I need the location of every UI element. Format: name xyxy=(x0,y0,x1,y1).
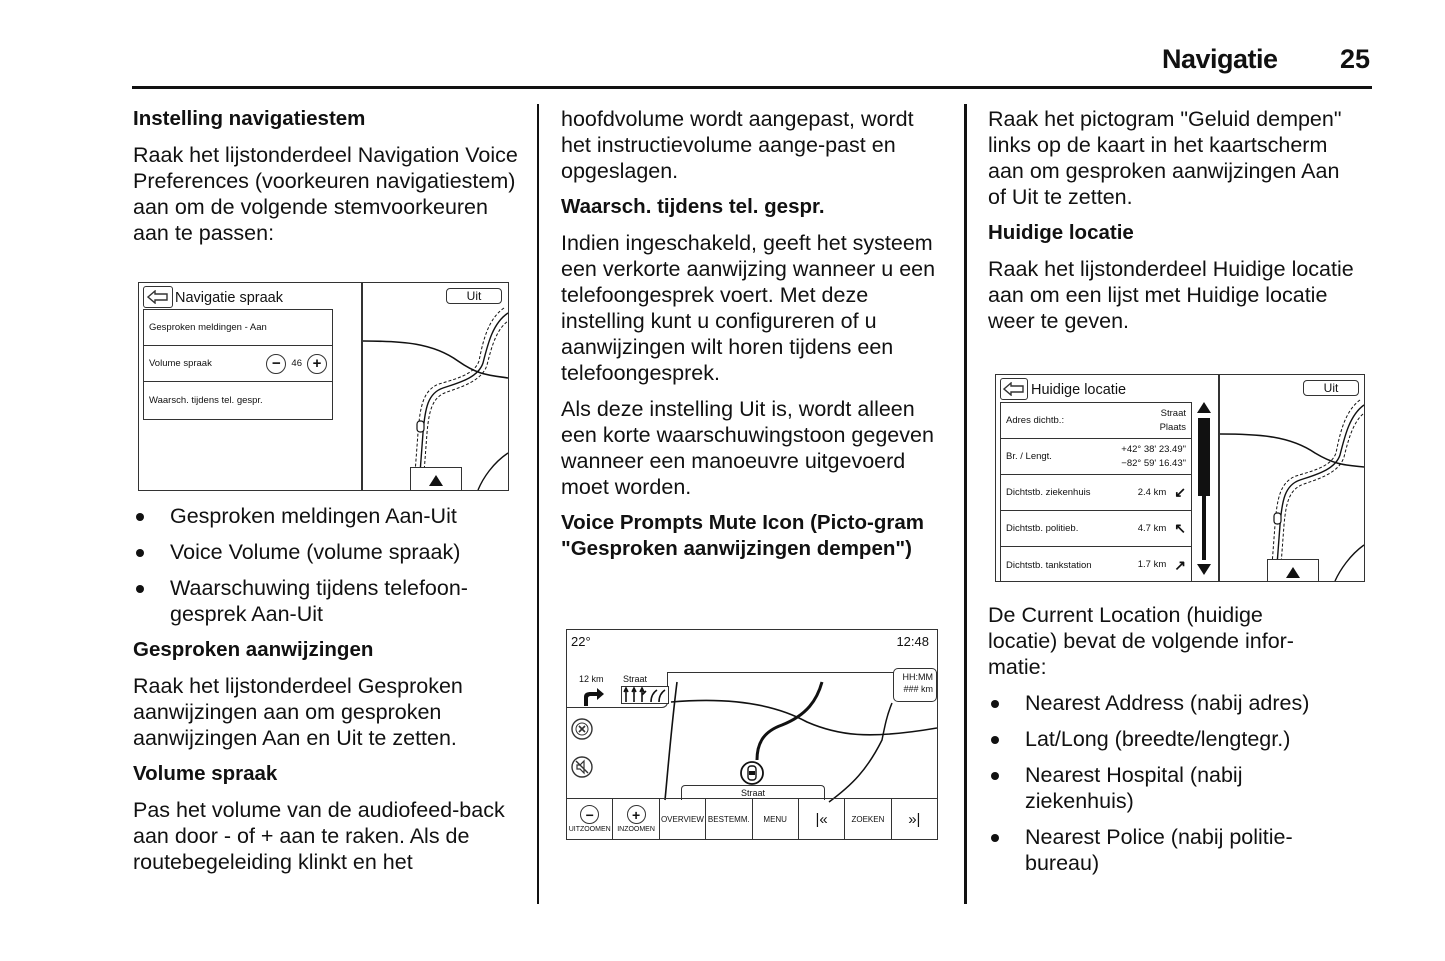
list-item-label: Dichtstb. ziekenhuis xyxy=(1006,487,1091,498)
back-button[interactable] xyxy=(143,286,173,308)
column-3 xyxy=(988,106,1378,344)
skip-forward-icon: »| xyxy=(908,810,921,828)
distance: 4.7 km xyxy=(1137,522,1167,534)
longitude: −82° 59' 16.43" xyxy=(1121,457,1186,469)
turn-street: Straat xyxy=(623,674,648,684)
figure-huidige-locatie xyxy=(995,374,1365,582)
heading-gesproken-aanwijzingen: Gesproken aanwijzingen xyxy=(133,638,374,661)
latitude: +42° 38' 23.49" xyxy=(1121,443,1186,455)
figure-navigatie-spraak xyxy=(138,282,509,491)
plus-icon: + xyxy=(627,805,646,824)
temperature: 22° xyxy=(571,634,591,649)
list-item-waarsch-tel[interactable] xyxy=(144,382,332,418)
column-2 xyxy=(561,106,951,572)
map-orientation-button[interactable] xyxy=(1267,559,1319,582)
next-button[interactable] xyxy=(892,799,937,839)
paragraph: Indien ingeschakeld, geeft het systeem een verkorte aanwijzing wanneer u een telefoongesprek voert. Met deze instelling kunt u configureren of u aanwijzingen wilt horen tijdens een telefoongesprek. xyxy=(561,231,936,385)
heading-volume-spraak: Volume spraak xyxy=(133,762,278,785)
north-up-icon xyxy=(429,475,443,486)
location-info-bullets xyxy=(988,690,1378,876)
address-street: Straat xyxy=(1160,407,1186,419)
list-item-nearest-gas-station[interactable] xyxy=(1001,547,1191,582)
turn-right-arrow-icon xyxy=(581,686,605,706)
menu-button[interactable]: MENU xyxy=(753,799,799,839)
list-item-nearest-hospital[interactable] xyxy=(1001,475,1191,511)
list-item-label: Gesproken meldingen - Aan xyxy=(149,322,267,333)
volume-value: 46 xyxy=(291,358,302,369)
direction-arrow-icon: ↙ xyxy=(1174,484,1186,500)
button-label: UITZOOMEN xyxy=(568,826,611,833)
column-3-lower xyxy=(988,602,1378,886)
screen-title: Navigatie spraak xyxy=(175,290,283,306)
bullet-item: Nearest Police (nabij politie-bureau) xyxy=(988,824,1325,876)
cancel-route-icon[interactable] xyxy=(571,718,593,740)
list-item-gesproken-meldingen[interactable] xyxy=(144,310,332,346)
uit-button[interactable]: Uit xyxy=(446,288,502,304)
scrollbar-track xyxy=(1202,496,1206,560)
direction-arrow-icon: ↗ xyxy=(1174,556,1186,573)
scrollbar[interactable] xyxy=(1195,402,1213,577)
uit-button[interactable]: Uit xyxy=(1303,380,1359,396)
bullet-item: Lat/Long (breedte/lengtegr.) xyxy=(988,726,1378,752)
figure-navigation-map xyxy=(566,629,938,840)
map-orientation-button[interactable] xyxy=(410,467,462,491)
minus-icon: − xyxy=(580,805,599,824)
button-label: INZOOMEN xyxy=(617,826,655,833)
zoom-out-button[interactable] xyxy=(567,799,613,839)
vehicle-position-icon xyxy=(739,760,765,786)
eta-distance: ### km xyxy=(903,684,933,694)
paragraph: Raak het pictogram "Geluid dempen" links op de kaart in het kaartscherm aan om gesproken aanwijzingen Aan of Uit te zetten. xyxy=(988,107,1342,209)
paragraph: Raak het lijstonderdeel Gesproken aanwijzingen aan om gesproken aanwijzingen Aan en Uit te zetten. xyxy=(133,674,463,750)
paragraph: Raak het lijstonderdeel Huidige locatie aan om een lijst met Huidige locatie weer te geven. xyxy=(988,257,1354,333)
paragraph: Pas het volume van de audiofeed-back aan door - of + aan te raken. Als de routebegeleiding klinkt en het xyxy=(133,798,505,874)
section-title: Navigatie xyxy=(1162,44,1278,74)
search-button[interactable]: ZOEKEN xyxy=(845,799,891,839)
destination-button[interactable]: BESTEMM. xyxy=(706,799,752,839)
list-item-label: Adres dichtb.: xyxy=(1006,415,1065,426)
bullet-item: Waarschuwing tijdens telefoon-gesprek Aan-Uit xyxy=(133,575,510,627)
back-button[interactable] xyxy=(1000,378,1028,400)
north-up-icon xyxy=(1286,567,1300,578)
list-item-volume-spraak xyxy=(144,346,332,382)
column-divider-2 xyxy=(964,104,967,904)
list-item-label: Waarsch. tijdens tel. gespr. xyxy=(149,394,263,406)
previous-button[interactable] xyxy=(799,799,845,839)
paragraph: hoofdvolume wordt aangepast, wordt het instructievolume aange-past en opgeslagen. xyxy=(561,107,914,183)
eta-time: HH:MM xyxy=(902,672,933,682)
current-street: Straat xyxy=(681,785,825,800)
distance: 2.4 km xyxy=(1137,486,1167,498)
heading-waarsch-tel-gespr: Waarsch. tijdens tel. gespr. xyxy=(561,195,825,218)
paragraph: Als deze instelling Uit is, wordt alleen een korte waarschuwingstoon gegeven wanneer een manoeuvre uitgevoerd moet worden. xyxy=(561,397,934,499)
list-item-nearest-address[interactable] xyxy=(1001,403,1191,439)
header-rule xyxy=(132,86,1372,89)
list-item-label: Volume spraak xyxy=(149,358,212,369)
scroll-up-icon[interactable] xyxy=(1197,402,1211,413)
bullet-item: Nearest Address (nabij adres) xyxy=(988,690,1378,716)
location-info-list xyxy=(1000,402,1192,582)
zoom-in-button[interactable] xyxy=(613,799,659,839)
bullet-item: Gesproken meldingen Aan-Uit xyxy=(133,503,523,529)
map-toolbar xyxy=(567,798,937,839)
voice-preferences-list xyxy=(133,503,523,627)
volume-plus-button[interactable]: + xyxy=(307,354,327,374)
list-item-label: Br. / Lengt. xyxy=(1006,451,1052,462)
heading-voice-prompts-mute: Voice Prompts Mute Icon (Picto-gram "Gesproken aanwijzingen dempen") xyxy=(561,511,924,560)
paragraph: Raak het lijstonderdeel Navigation Voice Preferences (voorkeuren navigatiestem) aan om de volgende stemvoorkeuren aan te passen: xyxy=(133,143,518,245)
overview-button[interactable]: OVERVIEW xyxy=(660,799,706,839)
list-item-label: Dichtstb. politieb. xyxy=(1006,523,1079,534)
direction-arrow-icon: ↖ xyxy=(1174,520,1186,536)
list-item-lat-long[interactable] xyxy=(1001,439,1191,475)
screen-title: Huidige locatie xyxy=(1031,382,1127,398)
turn-distance: 12 km xyxy=(579,674,604,684)
bullet-item: Nearest Hospital (nabij ziekenhuis) xyxy=(988,762,1295,814)
lane-guidance-icon xyxy=(621,686,669,704)
list-item-nearest-police[interactable] xyxy=(1001,511,1191,547)
column-1-lower xyxy=(133,503,523,885)
settings-list xyxy=(143,309,333,420)
map-icon xyxy=(363,283,508,490)
page-number: 25 xyxy=(1340,44,1371,74)
scrollbar-thumb[interactable] xyxy=(1198,418,1210,496)
back-arrow-icon xyxy=(1003,382,1025,396)
volume-minus-button[interactable]: − xyxy=(266,354,286,374)
address-city: Plaats xyxy=(1159,421,1186,433)
heading-instelling-navigatiestem: Instelling navigatiestem xyxy=(133,107,366,130)
scroll-down-icon[interactable] xyxy=(1197,564,1211,575)
clock: 12:48 xyxy=(896,634,929,649)
paragraph: De Current Location (huidige locatie) bevat de volgende infor-matie: xyxy=(988,603,1294,679)
column-1 xyxy=(133,106,523,256)
column-divider-1 xyxy=(537,104,539,904)
skip-back-icon: |« xyxy=(815,810,828,828)
map-icon xyxy=(1220,375,1364,581)
bullet-item: Voice Volume (volume spraak) xyxy=(133,539,523,565)
list-item-label: Dichtstb. tankstation xyxy=(1006,559,1092,571)
voice-mute-icon[interactable] xyxy=(571,756,593,778)
eta-panel[interactable] xyxy=(893,668,937,702)
back-arrow-icon xyxy=(147,290,169,304)
heading-huidige-locatie: Huidige locatie xyxy=(988,221,1134,244)
turn-indicator xyxy=(567,672,668,708)
distance: 1.7 km xyxy=(1137,559,1167,570)
